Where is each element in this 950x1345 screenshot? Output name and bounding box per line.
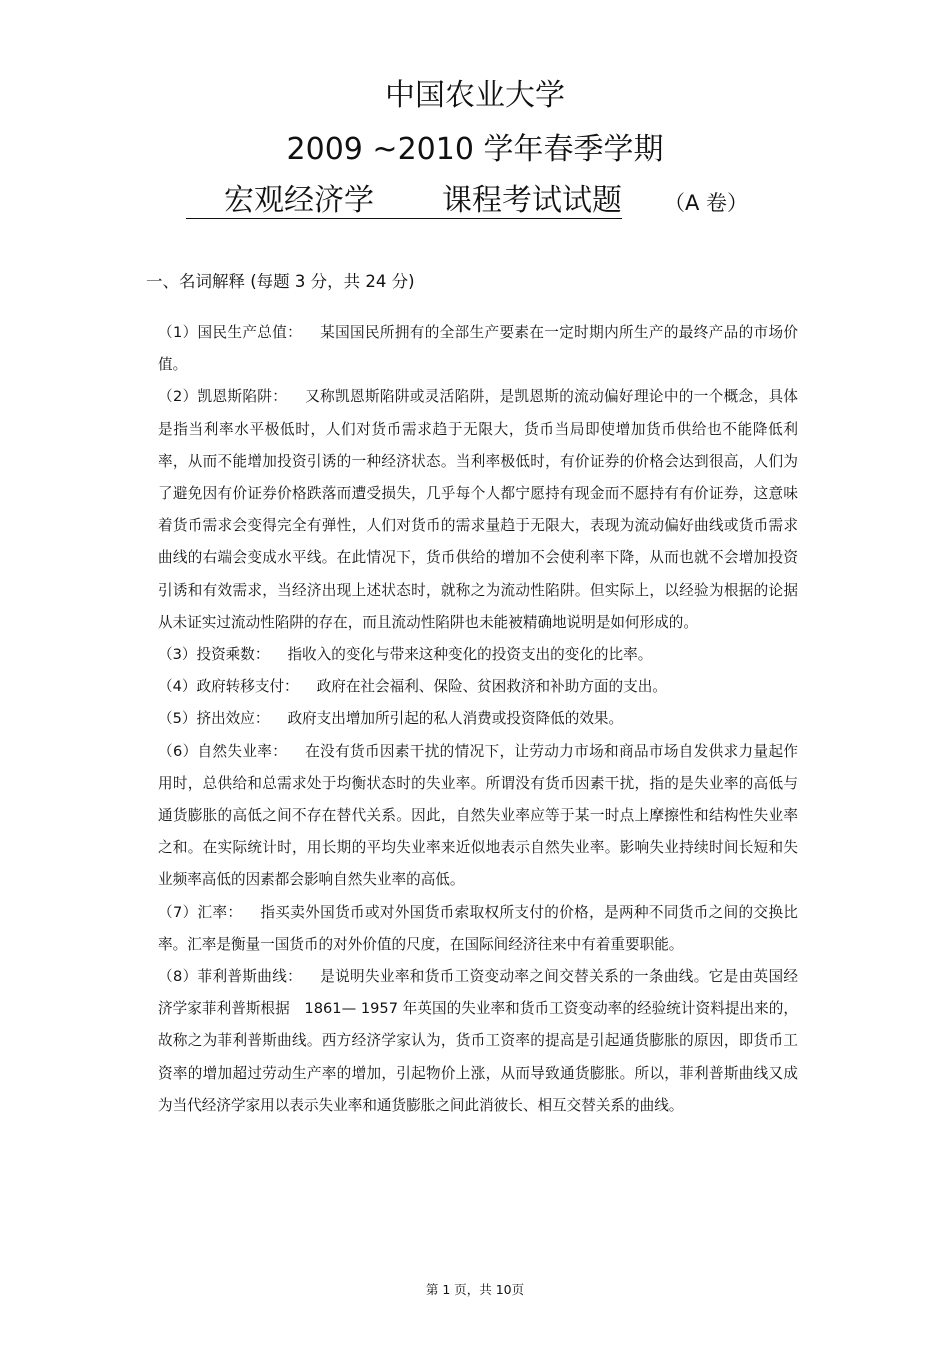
definition-item [158,736,798,897]
definition-text: 在没有货币因素干扰的情况下，让劳动力市场和商品市场自发供求力量起作用时，总供给和总需求处于均衡状态时的失业率。所谓没有货币因素干扰，指的是失业率的高低与通货膨胀的高低之间不存在替代关系。因此，自然失业率应等于某一时点上摩擦性和结构性失业率之和。在实际统计时，用长期的平均失业率来近似地表示自然失业率。影响失业持续时间长短和失业频率高低的因素都会影响自然失业率的高低。 [158,742,798,889]
definition-item [158,317,798,381]
definition-text: 指买卖外国货币或对外国货币索取权所支付的价格，是两种不同货币之间的交换比率。汇率是衡量一国货币的对外价值的尺度，在国际间经济往来中有着重要职能。 [158,903,798,953]
course-title-row [186,183,748,221]
definition-item [158,897,798,961]
definition-list [158,317,798,1122]
course-name: 宏观经济学 [186,186,442,219]
definition-item [158,639,798,671]
definition-term: （8）菲利普斯曲线： [158,968,303,986]
definition-term: （5）挤出效应： [158,710,270,728]
definition-text: 政府支出增加所引起的私人消费或投资降低的效果。 [287,710,624,728]
definition-term: （6）自然失业率： [158,742,288,760]
definition-item [158,703,798,735]
definition-item [158,671,798,703]
definition-text: 是说明失业率和货币工资变动率之间交替关系的一条曲线。它是由英国经济学家菲利普斯根据 1861— 1957 年英国的失业率和货币工资变动率的经验统计资料提出来的，故称之为菲利普斯曲线。西方经济学家认为，货币工资率的提高是引起通货膨胀的原因，即货币工资率的增加超过劳动生产率的增加，引起物价上涨，从而导致通货膨胀。所以，菲利普斯曲线又成为当代经济学家用以表示失业率和通货膨胀之间此消彼长、相互交替关系的曲线。 [158,968,798,1114]
definition-term: （3）投资乘数： [158,646,270,664]
definition-item [158,381,798,639]
definition-text: 又称凯恩斯陷阱或灵活陷阱，是凯恩斯的流动偏好理论中的一个概念，具体是指当利率水平极低时，人们对货币需求趋于无限大，货币当局即使增加货币供给也不能降低利率，从而不能增加投资引诱的一种经济状态。当利率极低时，有价证券的价格会达到很高，人们为了避免因有价证券价格跌落而遭受损失，几乎每个人都宁愿持有现金而不愿持有有价证券，这意味着货币需求会变得完全有弹性，人们对货币的需求量趋于无限大，表现为流动偏好曲线或货币需求曲线的右端会变成水平线。在此情况下，货币供给的增加不会使利率下降，从而也就不会增加投资引诱和有效需求，当经济出现上述状态时，就称之为流动性陷阱。但实际上，以经验为根据的论据从未证实过流动性陷阱的存在，而且流动性陷阱也未能被精确地说明是如何形成的。 [158,388,798,631]
paper-label: （A 卷） [664,191,749,215]
definition-item [158,961,798,1122]
definition-term: （2）凯恩斯陷阱： [158,388,288,406]
term-title: 2009 ~2010 学年春季学期 [286,132,664,167]
exam-title: 课程考试试题 [442,183,622,218]
definition-term: （1）国民生产总值： [158,324,303,341]
definition-text: 政府在社会福利、保险、贫困救济和补助方面的支出。 [316,678,667,696]
definition-term: （7）汇率： [158,903,243,921]
definition-text: 指收入的变化与带来这种变化的投资支出的变化的比率。 [287,646,653,664]
definition-text: 某国国民所拥有的全部生产要素在一定时期内所生产的最终产品的市场价值。 [158,324,798,374]
section-heading: 一、名词解释 (每题 3 分，共 24 分) [146,272,415,291]
definition-term: （4）政府转移支付： [158,678,299,696]
page-footer: 第 1 页，共 10页 [425,1282,525,1297]
university-title: 中国农业大学 [385,78,565,113]
